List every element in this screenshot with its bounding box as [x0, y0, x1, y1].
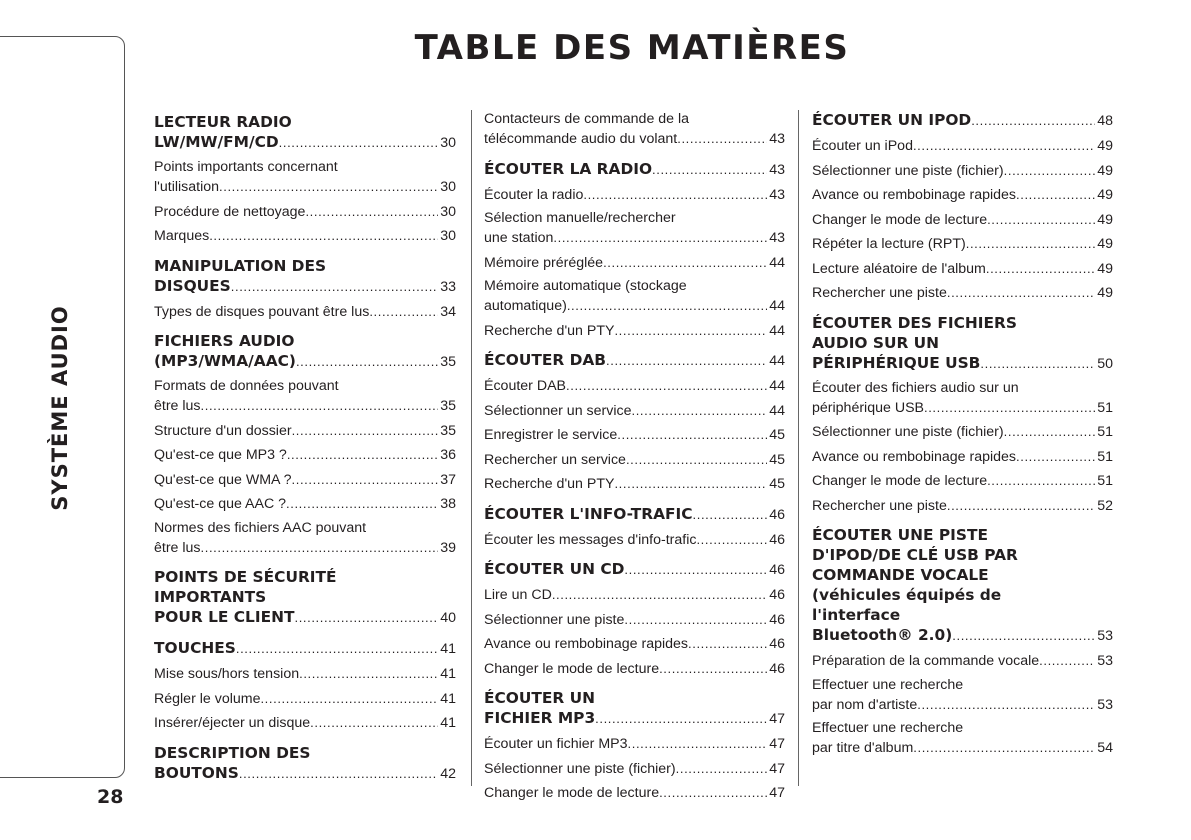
toc-entry-label: Écouter DAB — [484, 378, 567, 394]
toc-entry[interactable] — [484, 609, 785, 634]
toc-entry-label: Répéter la lecture (RPT) — [812, 236, 966, 252]
toc-page-number: 49 — [1097, 236, 1113, 252]
toc-entry[interactable] — [484, 252, 785, 277]
column-divider — [798, 110, 799, 786]
toc-entry-label: Changer le mode de lecture — [484, 660, 660, 677]
toc-section-heading[interactable] — [484, 498, 785, 529]
toc-entry-text-line: ÉCOUTER UN — [484, 689, 595, 707]
dot-leader — [913, 738, 1095, 757]
toc-entry-label: Types de disques pouvant être lus — [154, 303, 370, 320]
toc-entry[interactable] — [484, 758, 785, 783]
toc-entry[interactable] — [812, 282, 1113, 307]
toc-section-heading[interactable] — [812, 307, 1113, 378]
toc-page-number: 41 — [440, 641, 456, 657]
toc-entry[interactable] — [812, 209, 1113, 234]
toc-entry-label: Rechercher une piste — [812, 497, 947, 514]
toc-entry-label: PÉRIPHÉRIQUE USB — [812, 353, 981, 372]
dot-leader — [566, 376, 767, 395]
toc-entry-label: être lus — [154, 398, 201, 414]
toc-entry-label: par nom d'artiste — [812, 696, 918, 713]
dot-leader — [296, 352, 438, 372]
toc-page-number: 54 — [1097, 740, 1113, 756]
toc-page-number: 48 — [1097, 113, 1113, 129]
toc-entry-text-line: FICHIERS AUDIO — [154, 332, 295, 350]
toc-entry[interactable] — [154, 444, 456, 469]
dot-leader — [305, 202, 438, 221]
toc-page-number: 49 — [1097, 285, 1113, 301]
toc-section-heading[interactable] — [484, 344, 785, 375]
toc-page-number: 37 — [440, 471, 456, 488]
toc-entry-label: ÉCOUTER UN CD — [484, 560, 625, 578]
toc-entry-text-line: Mémoire automatique (stockage — [484, 278, 687, 294]
toc-entry[interactable] — [484, 449, 785, 474]
toc-entry-label: FICHIER MP3 — [484, 709, 596, 727]
toc-entry-label: ÉCOUTER LA RADIO — [484, 159, 653, 178]
toc-entry-text-line: ÉCOUTER DES FICHIERS — [812, 313, 1017, 332]
toc-entry[interactable] — [484, 584, 785, 609]
toc-section-heading[interactable] — [154, 737, 456, 788]
toc-page-number: 46 — [769, 562, 785, 578]
dot-leader — [614, 321, 767, 340]
dot-leader — [624, 610, 767, 629]
toc-page-number: 43 — [769, 186, 785, 203]
toc-entry-text-line: Écouter des fichiers audio sur un — [812, 379, 1019, 396]
toc-entry[interactable] — [154, 712, 456, 737]
toc-page-number: 38 — [440, 496, 456, 512]
toc-entry-label: Structure d'un dossier — [154, 422, 292, 439]
toc-entry[interactable] — [484, 320, 785, 345]
dot-leader — [299, 664, 438, 683]
toc-entry[interactable] — [484, 782, 785, 807]
dot-leader — [1039, 651, 1095, 670]
toc-entry-label: Avance ou rembobinage rapides — [812, 187, 1017, 203]
toc-page-number: 46 — [769, 611, 785, 628]
dot-leader — [369, 302, 438, 321]
toc-entry[interactable] — [484, 424, 785, 449]
toc-page-number: 46 — [769, 587, 785, 603]
page-title: TABLE DES MATIÈRES — [414, 28, 850, 68]
toc-entry-label: Qu'est-ce que WMA ? — [154, 471, 292, 488]
toc-entry[interactable] — [812, 718, 1113, 762]
toc-page-number: 44 — [769, 353, 785, 369]
toc-entry-label: Bluetooth® 2.0) — [812, 626, 953, 644]
toc-column-3 — [812, 110, 1113, 762]
toc-entry[interactable] — [154, 663, 456, 688]
dot-leader — [236, 639, 438, 659]
toc-entry-text-line: Contacteurs de commande de la — [484, 111, 690, 127]
toc-entry-label: Lecture aléatoire de l'album — [812, 260, 986, 277]
toc-entry-text-line: LECTEUR RADIO — [154, 113, 292, 131]
toc-section-heading[interactable] — [484, 553, 785, 584]
toc-entry-label: Sélectionner une piste (fichier) — [812, 424, 1004, 440]
toc-section-heading[interactable] — [812, 110, 1113, 135]
toc-page-number: 46 — [769, 636, 785, 652]
toc-entry-text-line: Formats de données pouvant — [154, 378, 339, 394]
toc-page-number: 51 — [1097, 473, 1113, 489]
dot-leader — [628, 734, 768, 753]
toc-entry[interactable] — [812, 184, 1113, 209]
toc-section-heading[interactable] — [154, 325, 456, 376]
dot-leader — [624, 560, 767, 580]
toc-entry-text-line: Normes des fichiers AAC pouvant — [154, 519, 367, 536]
toc-entry[interactable] — [484, 400, 785, 425]
toc-page-number: 47 — [769, 711, 785, 727]
toc-entry-label: Procédure de nettoyage — [154, 203, 306, 220]
toc-page-number: 35 — [440, 354, 456, 370]
dot-leader — [659, 659, 767, 678]
dot-leader — [676, 759, 768, 778]
toc-page-number: 43 — [769, 131, 785, 147]
toc-entry-label: Lire un CD — [484, 587, 552, 603]
toc-entry-label: Insérer/éjecter un disque — [154, 715, 311, 731]
toc-entry-label: Qu'est-ce que AAC ? — [154, 496, 287, 512]
toc-page-number: 42 — [440, 765, 456, 782]
toc-entry[interactable] — [484, 473, 785, 498]
toc-entry-label: être lus — [154, 539, 201, 556]
toc-page-number: 49 — [1097, 187, 1113, 203]
dot-leader — [292, 421, 439, 440]
toc-entry-label: ÉCOUTER L'INFO-TRAFIC — [484, 504, 693, 523]
dot-leader — [980, 354, 1095, 374]
dot-leader — [626, 450, 767, 469]
toc-entry[interactable] — [812, 446, 1113, 471]
dot-leader — [239, 764, 438, 784]
dot-leader — [652, 160, 767, 180]
toc-column-2 — [484, 110, 785, 807]
toc-page-number: 35 — [440, 422, 456, 439]
toc-page-number: 46 — [769, 506, 785, 523]
toc-entry[interactable] — [484, 529, 785, 554]
dot-leader — [606, 351, 767, 371]
toc-entry[interactable] — [154, 376, 456, 420]
dot-leader — [696, 530, 767, 549]
toc-entry[interactable] — [812, 378, 1113, 422]
toc-entry[interactable] — [484, 110, 785, 153]
toc-entry[interactable] — [154, 469, 456, 494]
toc-page-number: 41 — [440, 715, 456, 731]
toc-entry-label: Recherche d'un PTY — [484, 476, 615, 492]
toc-entry-label: Préparation de la commande vocale — [812, 653, 1040, 669]
toc-entry-label: périphérique USB — [812, 399, 924, 416]
toc-entry-text-line: Points importants concernant — [154, 159, 338, 175]
toc-entry[interactable] — [812, 495, 1113, 520]
toc-entry[interactable] — [812, 233, 1113, 258]
toc-entry-text-line: MANIPULATION DES — [154, 256, 327, 275]
dot-leader — [986, 259, 1095, 278]
toc-section-heading[interactable] — [154, 561, 456, 632]
toc-entry-text-line: DESCRIPTION DES — [154, 743, 311, 762]
toc-entry-label: une station — [484, 230, 554, 246]
toc-page-number: 46 — [769, 531, 785, 548]
dot-leader — [966, 234, 1095, 253]
dot-leader — [583, 185, 767, 204]
toc-entry-label: l'utilisation — [154, 179, 220, 195]
dot-leader — [603, 253, 767, 272]
dot-leader — [279, 133, 439, 153]
toc-entry-label: BOUTONS — [154, 763, 239, 782]
toc-entry-label: Changer le mode de lecture — [812, 211, 988, 228]
page-number: 28 — [97, 786, 124, 808]
toc-page-number: 53 — [1097, 628, 1113, 644]
toc-page-number: 44 — [769, 298, 785, 314]
dot-leader — [1004, 422, 1096, 441]
toc-entry[interactable] — [812, 650, 1113, 675]
toc-entry[interactable] — [812, 135, 1113, 160]
toc-page-number: 47 — [769, 785, 785, 801]
toc-entry-text-line: (véhicules équipés de — [812, 586, 1002, 604]
toc-entry-label: Recherche d'un PTY — [484, 322, 615, 339]
toc-entry-label: par titre d'album — [812, 740, 914, 756]
toc-page-number: 30 — [440, 228, 456, 244]
toc-page-number: 46 — [769, 660, 785, 677]
toc-page-number: 44 — [769, 402, 785, 419]
toc-page-number: 50 — [1097, 355, 1113, 372]
toc-page-number: 33 — [440, 278, 456, 295]
toc-entry-label: Mise sous/hors tension — [154, 666, 300, 682]
dot-leader — [617, 425, 767, 444]
toc-entry-text-line: l'interface — [812, 606, 901, 624]
dot-leader — [913, 136, 1095, 155]
toc-entry[interactable] — [154, 518, 456, 562]
toc-page-number: 44 — [769, 254, 785, 271]
dot-leader — [987, 471, 1095, 490]
toc-section-heading[interactable] — [154, 632, 456, 663]
toc-page-number: 47 — [769, 736, 785, 752]
toc-entry[interactable] — [812, 421, 1113, 446]
dot-leader — [286, 494, 438, 513]
dot-leader — [310, 713, 438, 732]
toc-entry-label: ÉCOUTER DAB — [484, 351, 607, 369]
toc-page-number: 49 — [1097, 211, 1113, 228]
toc-page-number: 51 — [1097, 424, 1113, 440]
toc-section-heading[interactable] — [812, 519, 1113, 650]
toc-page-number: 41 — [440, 666, 456, 682]
dot-leader — [595, 709, 767, 729]
dot-leader — [1016, 447, 1095, 466]
dot-leader — [917, 695, 1095, 714]
toc-entry-label: Avance ou rembobinage rapides — [812, 448, 1017, 465]
toc-page-number: 30 — [440, 135, 456, 151]
toc-entry-label: LW/MW/FM/CD — [154, 133, 279, 151]
toc-entry-label: Changer le mode de lecture — [484, 785, 660, 801]
dot-leader — [201, 396, 439, 415]
toc-page-number: 51 — [1097, 399, 1113, 416]
toc-entry-label: Changer le mode de lecture — [812, 473, 988, 489]
toc-page-number: 43 — [769, 230, 785, 246]
dot-leader — [231, 277, 438, 297]
toc-section-heading[interactable] — [484, 682, 785, 733]
toc-entry-text-line: COMMANDE VOCALE — [812, 566, 989, 584]
dot-leader — [1016, 185, 1095, 204]
toc-page-number: 34 — [440, 303, 456, 320]
toc-entry[interactable] — [484, 658, 785, 683]
toc-page-number: 52 — [1097, 497, 1113, 514]
toc-entry[interactable] — [154, 493, 456, 518]
toc-entry[interactable] — [484, 208, 785, 252]
toc-entry-text-line: AUDIO SUR UN — [812, 333, 940, 352]
toc-entry-label: Rechercher une piste — [812, 285, 947, 301]
toc-entry[interactable] — [484, 276, 785, 320]
toc-entry-label: TOUCHES — [154, 639, 236, 657]
toc-entry-label: ÉCOUTER UN IPOD — [812, 111, 972, 129]
toc-entry-label: Qu'est-ce que MP3 ? — [154, 447, 287, 463]
toc-entry-text-line: D'IPOD/DE CLÉ USB PAR — [812, 546, 1018, 564]
toc-entry-text-line: Effectuer une recherche — [812, 720, 964, 736]
toc-page-number: 45 — [769, 476, 785, 492]
dot-leader — [688, 634, 767, 653]
toc-page-number: 30 — [440, 179, 456, 195]
dot-leader — [552, 585, 767, 604]
dot-leader — [1004, 161, 1096, 180]
dot-leader — [677, 129, 767, 148]
dot-leader — [294, 608, 438, 628]
toc-entry[interactable] — [154, 688, 456, 713]
toc-entry[interactable] — [154, 157, 456, 201]
toc-entry-label: automatique) — [484, 298, 567, 314]
toc-page-number: 53 — [1097, 653, 1113, 669]
toc-entry-label: POUR LE CLIENT — [154, 608, 295, 626]
toc-entry[interactable] — [812, 160, 1113, 185]
dot-leader — [614, 474, 767, 493]
dot-leader — [947, 283, 1095, 302]
toc-page-number: 39 — [440, 539, 456, 556]
dot-leader — [971, 111, 1095, 131]
toc-page-number: 49 — [1097, 162, 1113, 179]
toc-entry-label: Écouter les messages d'info-trafic — [484, 531, 697, 548]
toc-entry-label: télécommande audio du volant — [484, 131, 678, 147]
dot-leader — [260, 689, 438, 708]
toc-page-number: 40 — [440, 610, 456, 626]
side-section-label: SYSTÈME AUDIO — [48, 305, 72, 511]
toc-entry[interactable] — [154, 201, 456, 226]
dot-leader — [693, 505, 768, 525]
toc-page-number: 49 — [1097, 138, 1113, 154]
toc-entry[interactable] — [812, 258, 1113, 283]
toc-entry-label: Enregistrer le service — [484, 427, 618, 443]
toc-page-number: 45 — [769, 427, 785, 443]
toc-entry[interactable] — [812, 470, 1113, 495]
toc-entry-text-line: Sélection manuelle/rechercher — [484, 210, 676, 226]
toc-entry-label: Avance ou rembobinage rapides — [484, 636, 689, 652]
toc-entry-text-line: ÉCOUTER UNE PISTE — [812, 526, 988, 544]
dot-leader — [292, 470, 439, 489]
toc-entry-label: Écouter un fichier MP3 — [484, 736, 628, 752]
dot-leader — [209, 226, 438, 245]
toc-entry[interactable] — [154, 225, 456, 250]
toc-entry-label: Mémoire préréglée — [484, 254, 604, 271]
toc-entry-label: Régler le volume — [154, 690, 261, 707]
toc-entry[interactable] — [484, 633, 785, 658]
toc-page-number: 36 — [440, 447, 456, 463]
toc-page-number: 44 — [769, 378, 785, 394]
toc-entry[interactable] — [812, 675, 1113, 719]
toc-entry-text-line: IMPORTANTS — [154, 588, 267, 606]
toc-page-number: 47 — [769, 760, 785, 777]
toc-page-number: 30 — [440, 203, 456, 220]
toc-entry-label: Sélectionner une piste — [484, 611, 625, 628]
toc-entry-label: Sélectionner une piste (fichier) — [812, 162, 1004, 179]
toc-page-number: 51 — [1097, 448, 1113, 465]
toc-entry-label: (MP3/WMA/AAC) — [154, 352, 296, 370]
toc-page-number: 35 — [440, 398, 456, 414]
dot-leader — [924, 398, 1095, 417]
toc-entry-label: Écouter la radio — [484, 186, 584, 203]
dot-leader — [987, 210, 1095, 229]
toc-page-number: 44 — [769, 322, 785, 339]
dot-leader — [659, 783, 767, 802]
toc-section-heading[interactable] — [154, 250, 456, 301]
toc-section-heading[interactable] — [154, 112, 456, 157]
dot-leader — [287, 445, 438, 464]
toc-entry[interactable] — [484, 733, 785, 758]
toc-page-number: 53 — [1097, 696, 1113, 713]
toc-page-number: 41 — [440, 690, 456, 707]
dot-leader — [631, 401, 767, 420]
toc-entry-text-line: Effectuer une recherche — [812, 676, 964, 693]
toc-column-1 — [154, 112, 456, 788]
toc-page-number: 45 — [769, 451, 785, 468]
toc-entry[interactable] — [484, 375, 785, 400]
toc-page-number: 49 — [1097, 260, 1113, 277]
toc-entry-label: Sélectionner un service — [484, 402, 632, 419]
dot-leader — [947, 496, 1095, 515]
dot-leader — [201, 538, 439, 557]
dot-leader — [567, 296, 767, 315]
toc-entry-label: Écouter un iPod — [812, 138, 913, 154]
toc-entry[interactable] — [154, 420, 456, 445]
column-divider — [471, 110, 472, 786]
dot-leader — [219, 177, 438, 196]
toc-entry[interactable] — [484, 184, 785, 209]
dot-leader — [952, 626, 1095, 646]
toc-entry-label: DISQUES — [154, 276, 231, 295]
toc-entry[interactable] — [154, 301, 456, 326]
dot-leader — [553, 228, 767, 247]
toc-entry-label: Rechercher un service — [484, 451, 626, 468]
toc-entry-text-line: POINTS DE SÉCURITÉ — [154, 568, 337, 586]
toc-entry-label: Sélectionner une piste (fichier) — [484, 760, 676, 777]
toc-page-number: 43 — [769, 161, 785, 178]
toc-entry-label: Marques — [154, 228, 210, 244]
toc-section-heading[interactable] — [484, 153, 785, 184]
